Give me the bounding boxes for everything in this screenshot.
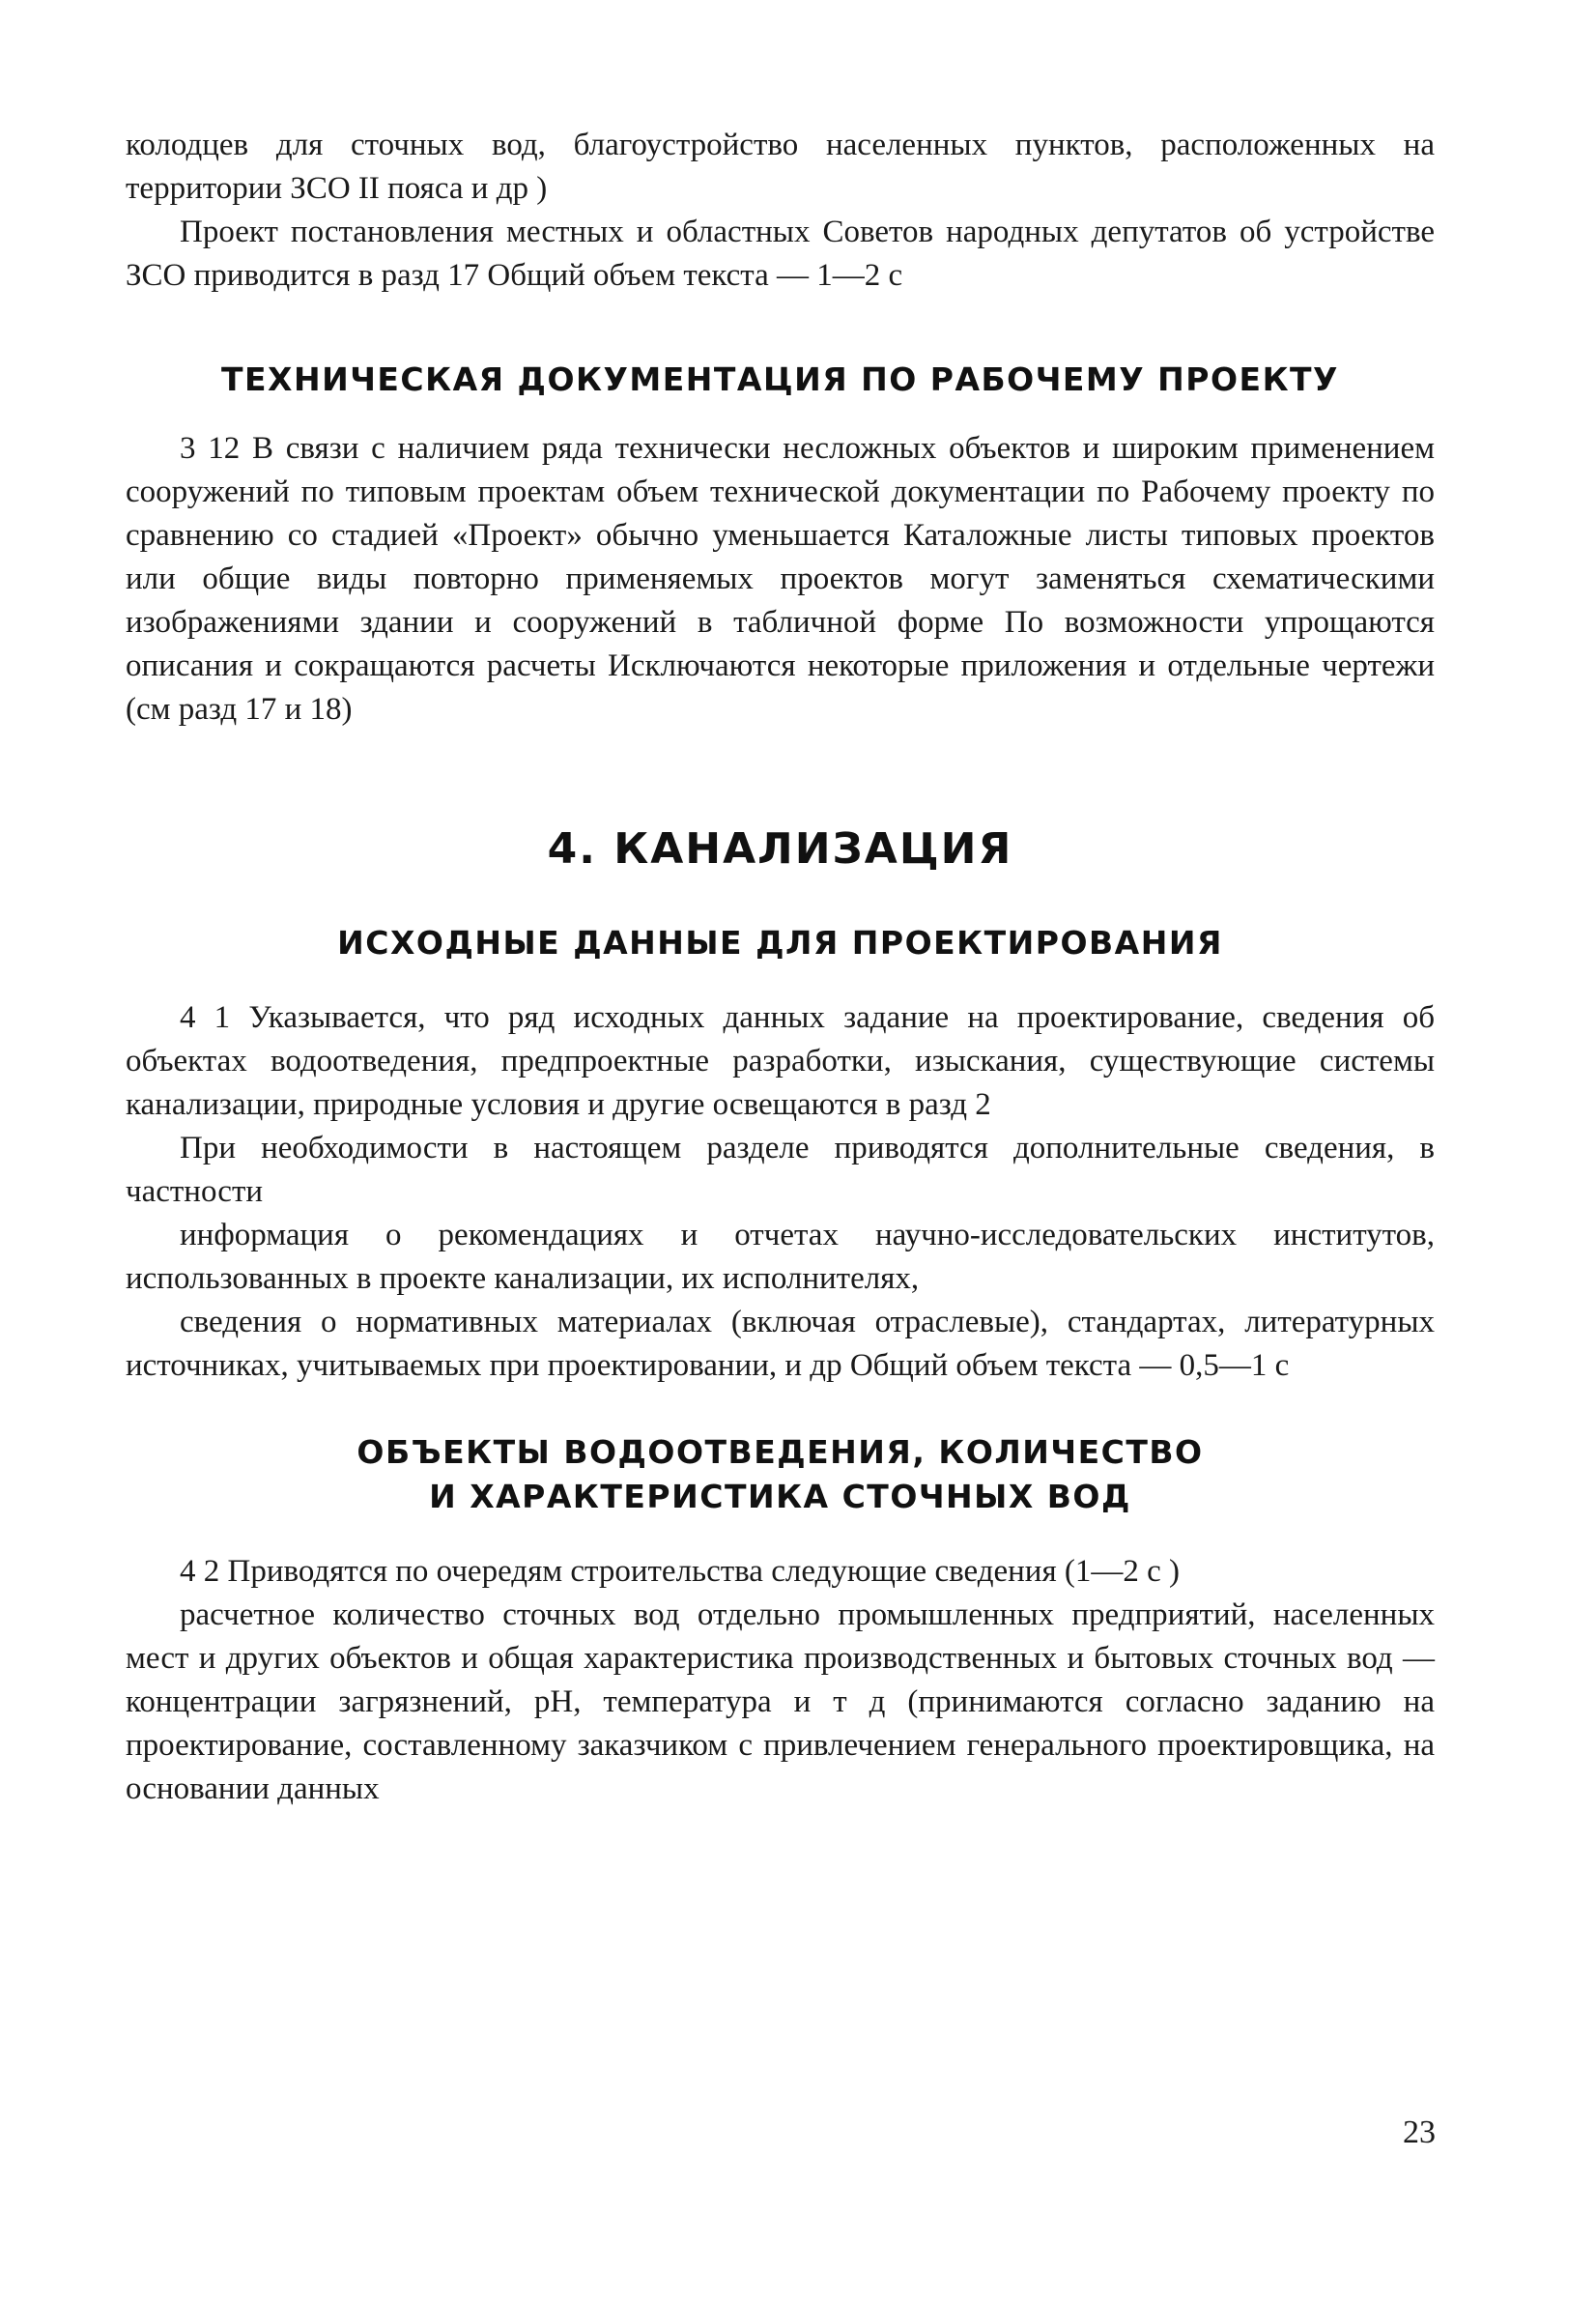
page-number: 23: [1403, 2114, 1436, 2150]
chapter-title: 4. КАНАЛИЗАЦИЯ: [547, 824, 1013, 874]
section-heading-objects-line1: ОБЪЕКТЫ ВОДООТВЕДЕНИЯ, КОЛИЧЕСТВО: [356, 1433, 1204, 1471]
intro-paragraph-continued: колодцев для сточных вод, благоустройство населенных пунктов, расположенных на территории ЗСО II пояса и др ): [126, 128, 1435, 206]
intro-paragraph: Проект постановления местных и областных Советов народных депутатов об устройстве ЗСО приводится в разд 17 Общий объем текста — 1—2 с: [126, 215, 1435, 293]
paragraph-research-info: информация о рекомендациях и отчетах научно-исследовательских институтов, использованных в проекте канализации, их исполнителях,: [126, 1218, 1435, 1296]
paragraph-4-1: 4 1 Указывается, что ряд исходных данных задание на проектирование, сведения об объектах водоотведения, предпроектные разработки, изыскания, существующие системы канализации, природные условия и другие освещаются в разд 2: [126, 1000, 1435, 1122]
section-heading-technical-documentation: ТЕХНИЧЕСКАЯ ДОКУМЕНТАЦИЯ ПО РАБОЧЕМУ ПРОЕКТУ: [220, 360, 1339, 398]
paragraph-normative-materials: сведения о нормативных материалах (включая отраслевые), стандартах, литературных источниках, учитываемых при проектировании, и др Общий объем текста — 0,5—1 с: [126, 1305, 1435, 1383]
paragraph-3-12: 3 12 В связи с наличием ряда технически несложных объектов и широким применением сооружений по типовым проектам объем технической документации по Рабочему проекту по сравнению со стадией «Проект» обычно уменьшается Каталожные листы типовых проектов или общие виды повторно применяемых проектов могут заменяться схематическими изображениями здании и сооружений в табличной форме По возможности упрощаются описания и сокращаются расчеты Исключаются некоторые приложения и отдельные чертежи (см разд 17 и 18): [126, 431, 1435, 727]
section-heading-objects-line2: И ХАРАКТЕРИСТИКА СТОЧНЫХ ВОД: [429, 1478, 1131, 1515]
paragraph-wastewater-quantity: расчетное количество сточных вод отдельно промышленных предприятий, населенных мест и других объектов и общая характеристика производственных и бытовых сточных вод — концентрации загрязнений, pH, температура и т д (принимаются согласно заданию на проектирование, составленному заказчиком с привлечением генерального проектировщика, на основании данных: [126, 1597, 1435, 1806]
document-page: [126, 124, 1435, 1811]
paragraph-4-2: 4 2 Приводятся по очередям строительства следующие сведения (1—2 с ): [180, 1554, 1181, 1589]
paragraph-additional-info: При необходимости в настоящем разделе приводятся дополнительные сведения, в частности: [126, 1131, 1435, 1209]
section-heading-input-data: ИСХОДНЫЕ ДАННЫЕ ДЛЯ ПРОЕКТИРОВАНИЯ: [337, 924, 1223, 962]
